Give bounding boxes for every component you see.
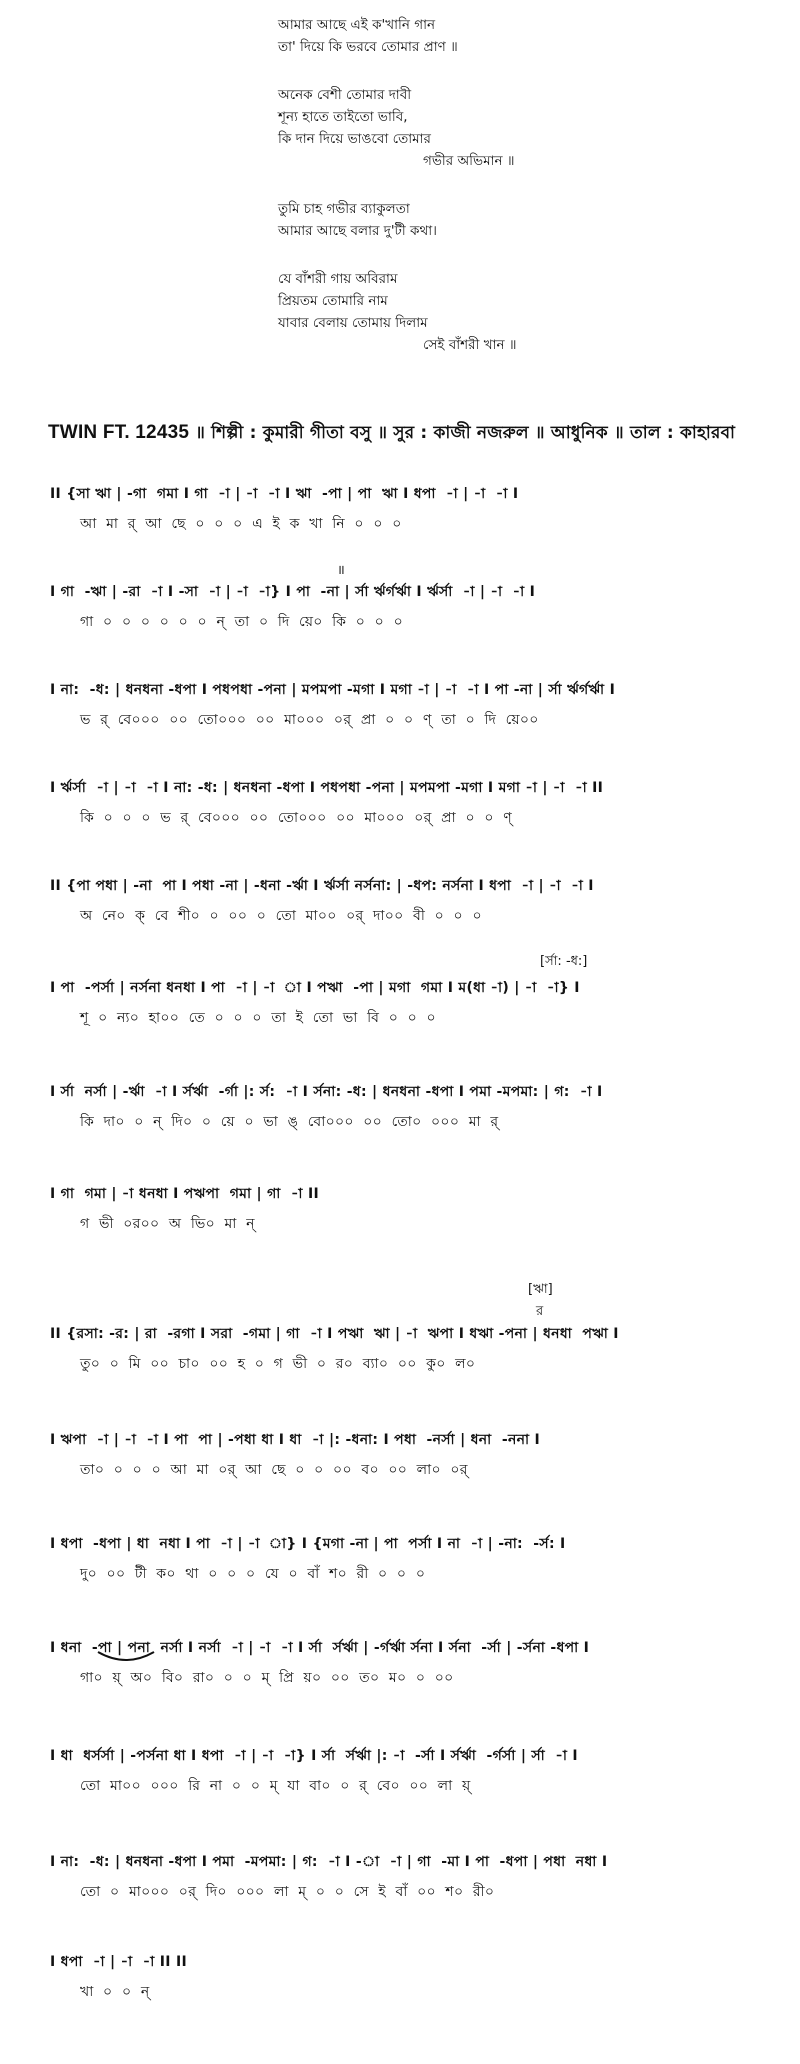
lyric-line: যাবার বেলায় তোমায় দিলাম: [278, 315, 428, 331]
lyric-line: তুমি চাহ গভীর ব্যাকুলতা: [278, 201, 410, 217]
syllable-line: কি ০ ০ ০ ভ র্ বে০০০ ০০ তো০০০ ০০ মা০০০ ০র্ প্রা ০ ০ ণ্: [80, 810, 513, 826]
notation-row-1: [50, 482, 770, 536]
lyrics-block: [278, 14, 698, 382]
lyric-line: আমার আছে এই ক'খানি গান: [278, 17, 436, 33]
swara-line: I পা -পর্সা | নর্সনা ধনধা I পা -া | -া া I পঋা -পা | মগা গমা I ম(ধা -া) | -া -া} I: [50, 980, 580, 996]
notation-row-3: [50, 678, 770, 732]
notation-row-14: [50, 1850, 770, 1904]
notation-row-6: [50, 976, 770, 1030]
swara-line: I র্সা নর্সা | -র্ঋা -া I র্সর্ঋা -র্গা |: র্স: -া I র্সনা: -ধ: | ধনধনা -ধপা I পমা -মপমা: | গ: -া I: [50, 1084, 603, 1100]
slur-arc: [96, 1650, 156, 1668]
notation-row-9: [50, 1322, 770, 1376]
notation-row-5: [50, 874, 770, 928]
swara-line: I ধনা -পা | পনা নর্সা I নর্সা -া | -া -া I র্সা র্সর্ঋা | -র্গর্ঋা র্সনা I র্সনা -র্সা | -র্সনা -ধপা I: [50, 1640, 590, 1656]
swara-line: II {সা ঋা | -গা গমা I গা -া | -া -া I ঋা -পা | পা ঋা I ধপা -া | -া -া I: [50, 486, 519, 502]
swara-line: I না: -ধ: | ধনধনা -ধপা I পমা -মপমা: | গ: -া I -া -া | গা -মা I পা -ধপা | পধা নধা I: [50, 1854, 608, 1870]
lyric-line: আমার আছে বলার দু'টী কথা।: [278, 223, 437, 239]
swara-line: I ধা ধর্সর্সা | -পর্সনা ধা I ধপা -া | -া -া} I র্সা র্সর্ঋা |: -া -র্সা I র্সর্ঋা -র্গর্সা | র্সা -া I: [50, 1748, 578, 1764]
syllable-line: দু০ ০০ টী ক০ থা ০ ০ ০ যে ০ বাঁ শ০ রী ০ ০ ০: [80, 1566, 426, 1582]
song-info-header: [48, 420, 788, 448]
notation-row-10: [50, 1428, 770, 1482]
lyric-line: তা' দিয়ে কি ভরবে তোমার প্রাণ ॥: [278, 39, 458, 55]
notation-row-11: [50, 1532, 770, 1586]
swara-line: I ধপা -ধপা | ধা নধা I পা -া | -া া} I {মগা -না | পা পর্সা I না -া | -না: -র্স: I: [50, 1536, 566, 1552]
swara-line: I র্ঋর্সা -া | -া -া I না: -ধ: | ধনধনা -ধপা I পধপধা -পনা | মপমপা -মগা I মগা -া | -া -া II: [50, 780, 604, 796]
double-bar-mark: ॥: [337, 563, 345, 578]
notation-row-12: [50, 1636, 770, 1690]
stanza-2: [278, 84, 698, 172]
lyric-line: কি দান দিয়ে ভাঙবো তোমার: [278, 131, 431, 147]
swara-line: I না: -ধ: | ধনধনা -ধপা I পধপধা -পনা | মপমপা -মগা I মগা -া | -া -া I পা -না | র্সা র্ঋর্গর্ঋা I: [50, 682, 616, 698]
lyric-line: প্রিয়তম তোমারি নাম: [278, 293, 388, 309]
bracket-annotation: [ঋা]: [528, 1282, 553, 1297]
syllable-line: ভ র্ বে০০০ ০০ তো০০০ ০০ মা০০০ ০র্ প্রা ০ ০ ণ্ তা ০ দি য়ে০০: [80, 712, 539, 728]
syllable-line: গ ভী ০র০০ অ ভি০ মা ন্: [80, 1216, 255, 1232]
annotation-mark: র: [536, 1304, 544, 1319]
syllable-line: আ মা র্ আ ছে ০ ০ ০ এ ই ক খা নি ০ ০ ০: [80, 516, 402, 532]
syllable-line: খা ০ ০ ন্: [80, 1984, 150, 2000]
swara-line: II {রসা: -র: | রা -রগা I সরা -গমা | গা -া I পঋা ঋা | -া ঋপা I ধঋা -পনা | ধনধা পঋা I: [50, 1326, 619, 1342]
stanza-3: [278, 198, 698, 242]
notation-row-8: [50, 1182, 770, 1236]
syllable-line: তো মা০০ ০০০ রি না ০ ০ ম্ যা বা০ ০ র্ বে০ ০০ লা য়্: [80, 1778, 471, 1794]
notation-row-2: [50, 580, 770, 634]
stanza-1: [278, 14, 698, 58]
notation-row-7: [50, 1080, 770, 1134]
notation-row-15: [50, 1950, 770, 2004]
stanza-4: [278, 268, 698, 356]
lyric-line: শূন্য হাতে তাইতো ভাবি,: [278, 109, 408, 125]
bracket-annotation: [র্সা: -ধ:]: [540, 954, 588, 969]
syllable-line: গা ০ ০ ০ ০ ০ ০ ন্ তা ০ দি য়ে০ কি ০ ০ ০: [80, 614, 403, 630]
song-details: ॥ শিল্পী : কুমারী গীতা বসু ॥ সুর : কাজী নজরুল ॥ আধুনিক ॥ তাল : কাহারবা: [189, 423, 736, 443]
syllable-line: গা০ য়্ অ০ বি০ রা০ ০ ০ ম্ প্রি য়০ ০০ ত০ ম০ ০ ০০: [80, 1670, 454, 1686]
syllable-line: তো ০ মা০০০ ০র্ দি০ ০০০ লা ম্ ০ ০ সে ই বাঁ ০০ শ০ রী০: [80, 1884, 495, 1900]
lyric-line: গভীর অভিমান ॥: [423, 153, 515, 169]
swara-line: I ধপা -া | -া -া II II: [50, 1954, 188, 1970]
syllable-line: অ নে০ ক্ বে শী০ ০ ০০ ০ তো মা০০ ০র্ দা০০ বী ০ ০ ০: [80, 908, 482, 924]
lyric-line: যে বাঁশরী গায় অবিরাম: [278, 271, 398, 287]
syllable-line: তু০ ০ মি ০০ চা০ ০০ হ ০ গ ভী ০ র০ ব্যা০ ০০ কু০ ল০: [80, 1356, 476, 1372]
syllable-line: তা০ ০ ০ ০ আ মা ০র্ আ ছে ০ ০ ০০ ব০ ০০ লা০ ০র্: [80, 1462, 468, 1478]
record-number: TWIN FT. 12435: [48, 422, 190, 443]
swara-line: I গা গমা | -া ধনধা I পঋপা গমা | গা -া II: [50, 1186, 319, 1202]
swara-line: I গা -ঋা | -রা -া I -সা -া | -া -া} I পা -না | র্সা র্ঋর্গর্ঋা I র্ঋর্সা -া | -া -া I: [50, 584, 536, 600]
notation-row-13: [50, 1744, 770, 1798]
syllable-line: কি দা০ ০ ন্ দি০ ০ য়ে ০ ভা ঙ্ বো০০০ ০০ তো০ ০০০ মা র্: [80, 1114, 499, 1130]
notation-row-4: [50, 776, 770, 830]
swara-line: II {পা পধা | -না পা I পধা -না | -ধনা -র্ঋা I র্ঋর্সা নর্সনা: | -ধপ: নর্সনা I ধপা -া | -া -া I: [50, 878, 594, 894]
swara-line: I ঋপা -া | -া -া I পা পা | -পধা ধা I ধা -া |: -ধনা: I পধা -নর্সা | ধনা -ননা I: [50, 1432, 541, 1448]
lyric-line: অনেক বেশী তোমার দাবী: [278, 87, 412, 103]
syllable-line: শূ ০ ন্য০ হা০০ তে ০ ০ ০ তা ই তো ভা বি ০ ০ ০: [80, 1010, 436, 1026]
lyric-line: সেই বাঁশরী খান ॥: [423, 337, 517, 353]
